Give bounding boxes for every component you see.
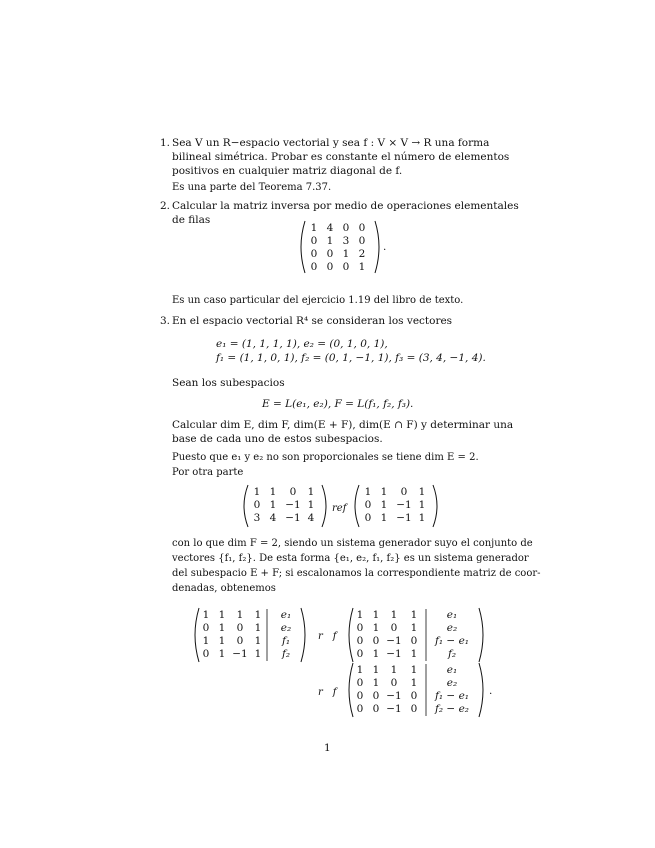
mB-cell: 1	[418, 499, 426, 511]
mA-cell: 4	[307, 512, 315, 524]
aug2-rhs: f₁ − e₁	[435, 635, 469, 647]
aug3-cell: 0	[356, 690, 364, 702]
item3-task-line2: base de cada uno de estos subespacios.	[172, 433, 383, 445]
aug2-cell: 1	[410, 622, 418, 634]
aug-matrix-tail: .	[489, 685, 493, 697]
aug1-cell: 0	[236, 622, 244, 634]
item3-intro: En el espacio vectorial R⁴ se consideran los vectores	[172, 315, 453, 327]
item3-number: 3.	[160, 315, 171, 327]
aug-matrix-1	[192, 607, 308, 663]
aug1-rhs: f₂	[281, 648, 291, 660]
aug2-cell: 0	[390, 622, 398, 634]
m2-cell: 0	[358, 235, 366, 247]
aug3-cell: 1	[410, 677, 418, 689]
aug1-cell: 1	[202, 609, 210, 621]
mA-cell: 1	[307, 486, 315, 498]
mB-cell: 1	[380, 486, 388, 498]
mA-cell: 0	[253, 499, 261, 511]
item3-matrixA	[241, 484, 329, 528]
item3-task-line1: Calcular dim E, dim F, dim(E + F), dim(E ∩ F) y determinar una	[172, 419, 514, 431]
aug1-cell: 1	[254, 648, 262, 660]
m2-cell: 1	[310, 222, 318, 234]
mB-cell: 0	[400, 486, 408, 498]
rf-label-2: rf	[318, 687, 347, 698]
m2-cell: 0	[326, 261, 334, 273]
aug1-cell: 1	[254, 622, 262, 634]
aug2-cell: 1	[372, 609, 380, 621]
mA-cell: 0	[289, 486, 297, 498]
aug3-cell: 0	[356, 703, 364, 715]
aug2-cell: 1	[410, 609, 418, 621]
aug2-cell: 0	[372, 635, 380, 647]
aug3-rhs: e₁	[446, 664, 458, 676]
mA-cell: 1	[269, 499, 277, 511]
aug3-cell: 0	[410, 690, 418, 702]
item3-para-line4: denadas, obtenemos	[172, 583, 276, 594]
item3-eq2: f₁ = (1, 1, 0, 1), f₂ = (0, 1, −1, 1), f₃ = (3, 4, −1, 4).	[216, 352, 486, 364]
aug2-cell: −1	[386, 635, 402, 647]
aug1-cell: 1	[218, 635, 226, 647]
aug2-rhs: f₂	[447, 648, 457, 660]
aug3-cell: 0	[356, 677, 364, 689]
aug2-cell: 0	[356, 635, 364, 647]
aug1-cell: 1	[218, 648, 226, 660]
item3-subspaces: E = L(e₁, e₂), F = L(f₁, f₂, f₃).	[262, 398, 414, 410]
aug1-cell: 1	[254, 635, 262, 647]
aug1-cell: 1	[254, 609, 262, 621]
mA-cell: 3	[253, 512, 261, 524]
aug2-cell: 1	[372, 622, 380, 634]
mB-cell: 1	[364, 486, 372, 498]
aug3-cell: 1	[372, 677, 380, 689]
item3-para-line2: vectores {f₁, f₂}. De esta forma {e₁, e₂, f₁, f₂} es un sistema generador	[172, 553, 529, 564]
aug2-cell: 0	[356, 648, 364, 660]
aug1-cell: 0	[236, 635, 244, 647]
m2-cell: 0	[310, 248, 318, 260]
aug1-cell: 1	[236, 609, 244, 621]
aug2-cell: −1	[386, 648, 402, 660]
mA-cell: −1	[285, 499, 301, 511]
aug3-cell: 0	[390, 677, 398, 689]
item1-line3: positivos en cualquier matriz diagonal de f.	[172, 165, 403, 177]
m2-cell: 0	[326, 248, 334, 260]
aug2-cell: 1	[390, 609, 398, 621]
aug1-cell: 0	[202, 622, 210, 634]
item2-answer: Es un caso particular del ejercicio 1.19 del libro de texto.	[172, 295, 464, 306]
mB-cell: 0	[364, 512, 372, 524]
item2-number: 2.	[160, 200, 171, 212]
item2-matrix-tail: .	[383, 241, 387, 253]
mB-cell: 1	[418, 512, 426, 524]
item1-line2: bilineal simétrica. Probar es constante el número de elementos	[172, 151, 510, 163]
mA-cell: −1	[285, 512, 301, 524]
item1-number: 1.	[160, 137, 171, 149]
item2-line1: Calcular la matriz inversa por medio de operaciones elementales	[172, 200, 519, 212]
item3-subspaces-intro: Sean los subespacios	[172, 377, 285, 389]
aug3-cell: −1	[386, 703, 402, 715]
mB-cell: 0	[364, 499, 372, 511]
m2-cell: 0	[310, 235, 318, 247]
item3-answer2: Por otra parte	[172, 467, 244, 478]
aug2-rhs: e₁	[446, 609, 458, 621]
mB-cell: −1	[396, 512, 412, 524]
mA-cell: 4	[269, 512, 277, 524]
aug-matrix-2	[346, 607, 486, 663]
m2-cell: 1	[358, 261, 366, 273]
mB-cell: 1	[380, 512, 388, 524]
aug3-cell: 1	[390, 664, 398, 676]
item2-line2: de filas	[172, 214, 211, 226]
mA-cell: 1	[307, 499, 315, 511]
aug2-cell: 0	[356, 622, 364, 634]
aug3-cell: 1	[372, 664, 380, 676]
aug3-rhs: f₂ − e₂	[435, 703, 469, 715]
aug3-cell: 0	[410, 703, 418, 715]
aug2-rhs: e₂	[446, 622, 458, 634]
aug3-cell: 1	[410, 664, 418, 676]
aug3-cell: 0	[372, 703, 380, 715]
item3-matrixB	[352, 484, 440, 528]
aug1-cell: 1	[202, 635, 210, 647]
m2-cell: 3	[342, 235, 350, 247]
m2-cell: 1	[342, 248, 350, 260]
rf-label-1: rf	[318, 631, 347, 642]
mA-cell: 1	[253, 486, 261, 498]
aug-matrix-3	[346, 662, 486, 718]
aug1-rhs: f₁	[281, 635, 291, 647]
aug2-cell: 0	[410, 635, 418, 647]
item3-answer1: Puesto que e₁ y e₂ no son proporcionales se tiene dim E = 2.	[172, 452, 479, 463]
mB-cell: 1	[418, 486, 426, 498]
aug2-cell: 1	[410, 648, 418, 660]
aug3-rhs: e₂	[446, 677, 458, 689]
item3-eq1: e₁ = (1, 1, 1, 1), e₂ = (0, 1, 0, 1),	[216, 338, 388, 350]
aug1-rhs: e₂	[280, 622, 292, 634]
aug3-cell: 0	[372, 690, 380, 702]
page-number: 1	[324, 742, 331, 754]
aug3-cell: 1	[356, 664, 364, 676]
aug1-cell: 1	[218, 622, 226, 634]
item1-line1: Sea V un R−espacio vectorial y sea f : V × V → R una forma	[172, 137, 490, 149]
aug1-rhs: e₁	[280, 609, 292, 621]
aug1-cell: −1	[232, 648, 248, 660]
aug2-cell: 1	[356, 609, 364, 621]
m2-cell: 0	[342, 222, 350, 234]
item3-para-line1: con lo que dim F = 2, siendo un sistema generador suyo el conjunto de	[172, 538, 533, 549]
m2-cell: 0	[342, 261, 350, 273]
m2-cell: 0	[310, 261, 318, 273]
aug3-cell: −1	[386, 690, 402, 702]
mB-cell: 1	[380, 499, 388, 511]
item1-answer: Es una parte del Teorema 7.37.	[172, 182, 332, 193]
item2-matrix	[298, 220, 382, 274]
aug2-cell: 1	[372, 648, 380, 660]
m2-cell: 4	[326, 222, 334, 234]
item3-ref-label: ref	[332, 503, 347, 514]
mB-cell: −1	[396, 499, 412, 511]
m2-cell: 1	[326, 235, 334, 247]
aug1-cell: 1	[218, 609, 226, 621]
m2-cell: 2	[358, 248, 366, 260]
m2-cell: 0	[358, 222, 366, 234]
aug1-cell: 0	[202, 648, 210, 660]
mA-cell: 1	[269, 486, 277, 498]
aug3-rhs: f₁ − e₁	[435, 690, 469, 702]
item3-para-line3: del subespacio E + F; si escalonamos la correspondiente matriz de coor-	[172, 568, 541, 579]
